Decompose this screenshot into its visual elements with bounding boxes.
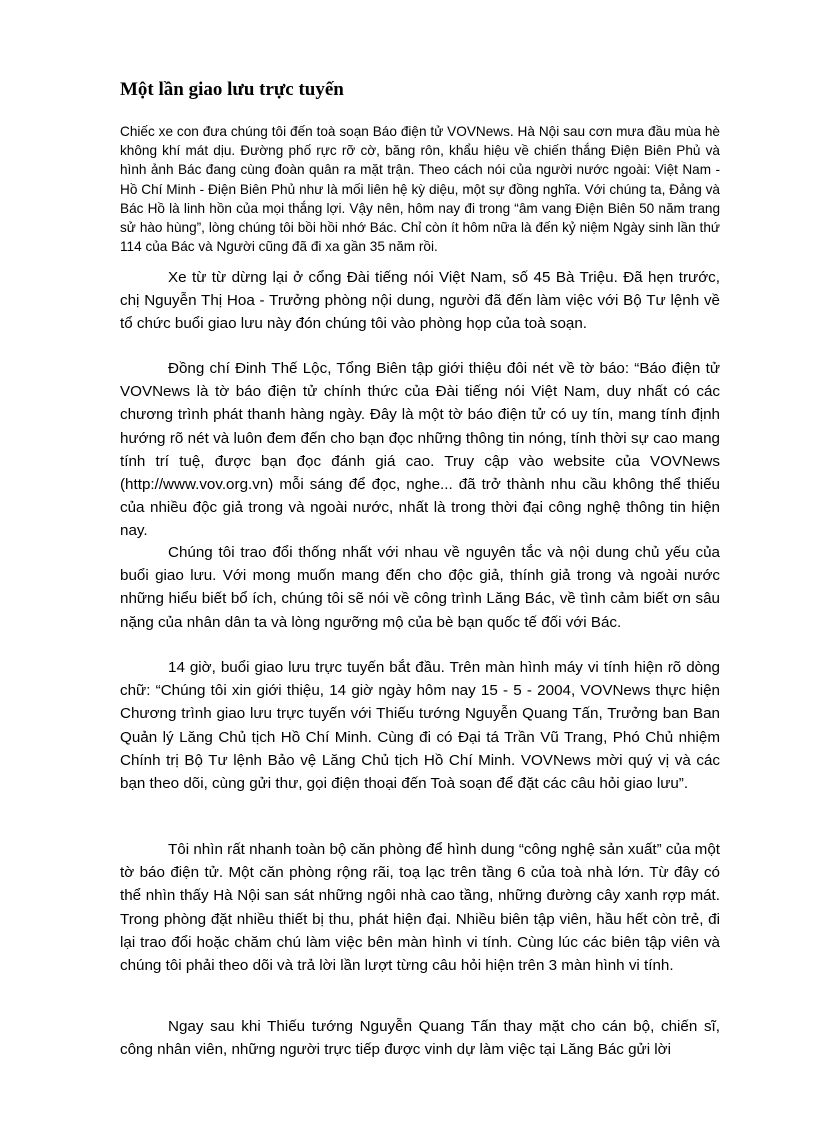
- article-paragraph: Ngay sau khi Thiếu tướng Nguyễn Quang Tấn thay mặt cho cán bộ, chiến sĩ, công nhân viên, những người trực tiếp được vinh dự làm việc tại Lăng Bác gửi lời: [120, 1018, 720, 1059]
- article-paragraph: Tôi nhìn rất nhanh toàn bộ căn phòng để hình dung “công nghệ sản xuất” của một tờ báo điện tử. Một căn phòng rộng rãi, toạ lạc trên tầng 6 của toà nhà lớn. Từ đây có thể nhìn thấy Hà Nội san sát những ngôi nhà cao tầng, những đường cây xanh rợp mát. Trong phòng đặt nhiều thiết bị thu, phát hiện đại. Nhiều biên tập viên, hầu hết còn trẻ, đi lại trao đổi hoặc chăm chú làm việc bên màn hình vi tính. Cùng lúc các biên tập viên và chúng tôi phải theo dõi và trả lời lần lượt từng câu hỏi hiện trên 3 màn hình vi tính.: [120, 841, 720, 975]
- article-title: Một lần giao lưu trực tuyến: [120, 79, 344, 100]
- article-paragraph: 14 giờ, buổi giao lưu trực tuyến bắt đầu. Trên màn hình máy vi tính hiện rõ dòng chữ: “Chúng tôi xin giới thiệu, 14 giờ ngày hôm nay 15 - 5 - 2004, VOVNews thực hiện Chương trình giao lưu trực tuyến với Thiếu tướng Nguyễn Quang Tấn, Trưởng ban Ban Quản lý Lăng Chủ tịch Hồ Chí Minh. Cùng đi có Đại tá Trần Vũ Trang, Phó Chủ nhiệm Chính trị Bộ Tư lệnh Bảo vệ Lăng Chủ tịch Hồ Chí Minh. VOVNews mời quý vị và các bạn theo dõi, cùng gửi thư, gọi điện thoại đến Toà soạn để đặt các câu hỏi giao lưu”.: [120, 659, 720, 793]
- article-paragraph: Chúng tôi trao đổi thống nhất với nhau về nguyên tắc và nội dung chủ yếu của buổi giao lưu. Với mong muốn mang đến cho độc giả, thính giả trong và ngoài nước những hiểu biết bổ ích, chúng tôi sẽ nói về công trình Lăng Bác, về tình cảm biết ơn sâu nặng của nhân dân ta và lòng ngưỡng mộ của bè bạn quốc tế đối với Bác.: [120, 544, 720, 631]
- article-paragraph: Đồng chí Đinh Thế Lộc, Tổng Biên tập giới thiệu đôi nét về tờ báo: “Báo điện tử VOVNews là tờ báo điện tử chính thức của Đài tiếng nói Việt Nam, duy nhất có các chương trình phát thanh hàng ngày. Đây là một tờ báo điện tử có uy tín, mang tính định hướng rõ nét và luôn đem đến cho bạn đọc những thông tin nóng, tính thời sự cao mang tính trí tuệ, được bạn đọc đánh giá cao. Truy cập vào website của VOVNews (http://www.vov.org.vn) mỗi sáng để đọc, nghe... đã trở thành nhu cầu không thể thiếu của nhiều độc giả trong và ngoài nước, nhất là trong thời đại công nghệ thông tin hiện nay.: [120, 360, 720, 540]
- article-intro: Chiếc xe con đưa chúng tôi đến toà soạn Báo điện tử VOVNews. Hà Nội sau cơn mưa đầu mùa hè không khí mát dịu. Đường phố rực rỡ cờ, băng rôn, khẩu hiệu về chiến thắng Điện Biên Phủ và hình ảnh Bác đang cùng đoàn quân ra mặt trận. Theo cách nói của người nước ngoài: Việt Nam - Hồ Chí Minh - Điện Biên Phủ như là mối liên hệ kỳ diệu, một sự đồng nghĩa. Với chúng ta, Đảng và Bác Hồ là linh hồn của mọi thắng lợi. Vậy nên, hôm nay đi trong “âm vang Điện Biên 50 năm trang sử hào hùng”, lòng chúng tôi bồi hồi nhớ Bác. Chỉ còn ít hôm nữa là đến kỷ niệm Ngày sinh lần thứ 114 của Bác và Người cũng đã đi xa gần 35 năm rồi.: [120, 124, 720, 255]
- article-paragraph: Xe từ từ dừng lại ở cổng Đài tiếng nói Việt Nam, số 45 Bà Triệu. Đã hẹn trước, chị Nguyễn Thị Hoa - Trưởng phòng nội dung, người đã đến làm việc với Bộ Tư lệnh về tổ chức buổi giao lưu này đón chúng tôi vào phòng họp của toà soạn.: [120, 269, 720, 333]
